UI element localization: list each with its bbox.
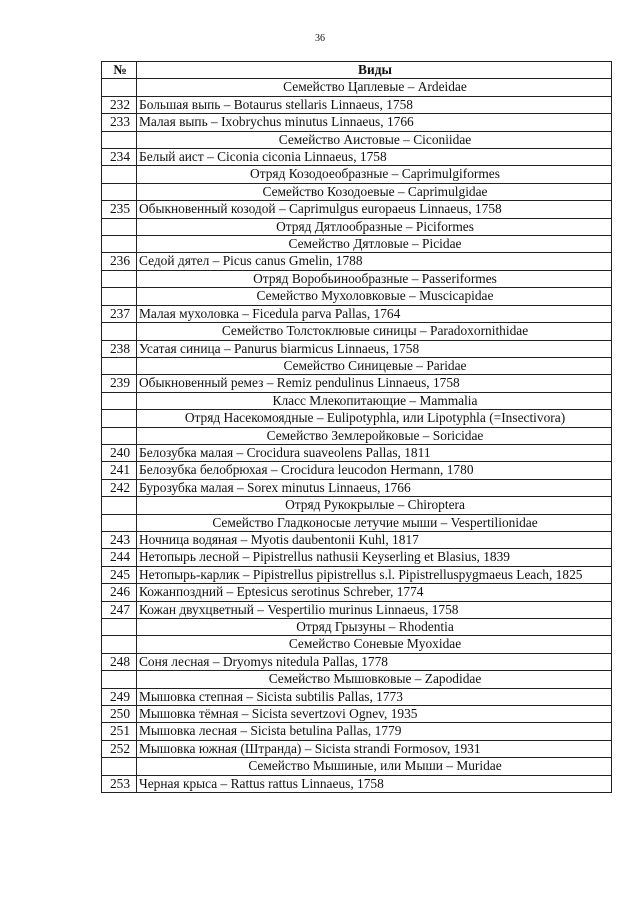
taxon-group-name: Отряд Насекомоядные – Eulipotyphla, или Lipotyphla (=Insectivora) — [137, 410, 612, 427]
row-number: 250 — [102, 706, 137, 723]
species-name: Белый аист – Ciconia ciconia Linnaeus, 1758 — [137, 149, 612, 166]
species-row — [102, 375, 612, 392]
species-name: Соня лесная – Dryomys nitedula Pallas, 1778 — [137, 653, 612, 670]
row-number: 243 — [102, 531, 137, 548]
row-number — [102, 410, 137, 427]
taxon-group-row — [102, 671, 612, 688]
species-row — [102, 253, 612, 270]
taxon-group-name: Семейство Козодоевые – Caprimulgidae — [137, 183, 612, 200]
species-row — [102, 305, 612, 322]
species-name: Кожан двухцветный – Vespertilio murinus Linnaeus, 1758 — [137, 601, 612, 618]
taxon-group-row — [102, 427, 612, 444]
species-name: Белозубка белобрюхая – Crocidura leucodon Hermann, 1780 — [137, 462, 612, 479]
row-number: 251 — [102, 723, 137, 740]
taxon-group-name: Семейство Дятловые – Picidae — [137, 236, 612, 253]
species-row — [102, 479, 612, 496]
row-number: 246 — [102, 584, 137, 601]
row-number — [102, 323, 137, 340]
taxon-group-name: Семейство Землеройковые – Soricidae — [137, 427, 612, 444]
species-row — [102, 96, 612, 113]
row-number — [102, 514, 137, 531]
row-number — [102, 270, 137, 287]
row-number — [102, 427, 137, 444]
row-number: 235 — [102, 201, 137, 218]
species-row — [102, 723, 612, 740]
row-number: 242 — [102, 479, 137, 496]
header-number: № — [102, 62, 137, 79]
taxon-group-name: Отряд Дятлообразные – Piciformes — [137, 218, 612, 235]
row-number: 236 — [102, 253, 137, 270]
taxon-group-name: Отряд Грызуны – Rhodentia — [137, 619, 612, 636]
row-number — [102, 79, 137, 96]
taxon-group-row — [102, 218, 612, 235]
row-number: 232 — [102, 96, 137, 113]
species-name: Обыкновенный ремез – Remiz pendulinus Linnaeus, 1758 — [137, 375, 612, 392]
species-row — [102, 114, 612, 131]
row-number: 249 — [102, 688, 137, 705]
taxon-group-row — [102, 236, 612, 253]
taxon-group-row — [102, 392, 612, 409]
row-number: 252 — [102, 740, 137, 757]
taxon-group-row — [102, 79, 612, 96]
species-name: Малая мухоловка – Ficedula parva Pallas, 1764 — [137, 305, 612, 322]
row-number — [102, 636, 137, 653]
species-row — [102, 201, 612, 218]
species-name: Черная крыса – Rattus rattus Linnaeus, 1758 — [137, 775, 612, 792]
row-number — [102, 671, 137, 688]
taxon-group-name: Семейство Цаплевые – Ardeidae — [137, 79, 612, 96]
species-name: Нетопырь-карлик – Pipistrellus pipistrellus s.l. Pipistrelluspygmaeus Leach, 1825 — [137, 566, 612, 583]
species-row — [102, 653, 612, 670]
row-number — [102, 183, 137, 200]
species-name: Большая выпь – Botaurus stellaris Linnaeus, 1758 — [137, 96, 612, 113]
species-table — [101, 61, 612, 793]
row-number: 241 — [102, 462, 137, 479]
species-row — [102, 531, 612, 548]
species-row — [102, 706, 612, 723]
species-row — [102, 549, 612, 566]
taxon-group-name: Отряд Воробьинообразные – Passeriformes — [137, 270, 612, 287]
species-name: Мышовка тёмная – Sicista severtzovi Ognev, 1935 — [137, 706, 612, 723]
taxon-group-row — [102, 183, 612, 200]
species-name: Ночница водяная – Myotis daubentonii Kuhl, 1817 — [137, 531, 612, 548]
taxon-group-name: Семейство Соневые Myoxidae — [137, 636, 612, 653]
row-number: 245 — [102, 566, 137, 583]
taxon-group-row — [102, 270, 612, 287]
species-name: Кожанпоздний – Eptesicus serotinus Schreber, 1774 — [137, 584, 612, 601]
taxon-group-row — [102, 497, 612, 514]
row-number: 244 — [102, 549, 137, 566]
row-number — [102, 236, 137, 253]
taxon-group-row — [102, 323, 612, 340]
species-row — [102, 462, 612, 479]
row-number: 234 — [102, 149, 137, 166]
row-number: 248 — [102, 653, 137, 670]
taxon-group-name: Семейство Мышиные, или Мыши – Muridae — [137, 758, 612, 775]
taxon-group-name: Класс Млекопитающие – Mammalia — [137, 392, 612, 409]
species-name: Малая выпь – Ixobrychus minutus Linnaeus, 1766 — [137, 114, 612, 131]
page-number: 36 — [315, 33, 325, 44]
row-number: 253 — [102, 775, 137, 792]
row-number — [102, 218, 137, 235]
row-number — [102, 758, 137, 775]
taxon-group-name: Семейство Толстоклювые синицы – Paradoxornithidae — [137, 323, 612, 340]
row-number — [102, 288, 137, 305]
taxon-group-row — [102, 636, 612, 653]
row-number — [102, 619, 137, 636]
row-number — [102, 131, 137, 148]
taxon-group-name: Семейство Мухоловковые – Muscicapidae — [137, 288, 612, 305]
species-row — [102, 688, 612, 705]
taxon-group-name: Семейство Гладконосые летучие мыши – Vespertilionidae — [137, 514, 612, 531]
species-row — [102, 566, 612, 583]
row-number — [102, 357, 137, 374]
species-name: Обыкновенный козодой – Caprimulgus europaeus Linnaeus, 1758 — [137, 201, 612, 218]
row-number — [102, 392, 137, 409]
species-row — [102, 740, 612, 757]
taxon-group-row — [102, 619, 612, 636]
taxon-group-row — [102, 131, 612, 148]
row-number — [102, 166, 137, 183]
taxon-group-name: Семейство Мышовковые – Zapodidae — [137, 671, 612, 688]
row-number: 237 — [102, 305, 137, 322]
taxon-group-name: Отряд Козодоеобразные – Caprimulgiformes — [137, 166, 612, 183]
species-name: Бурозубка малая – Sorex minutus Linnaeus, 1766 — [137, 479, 612, 496]
species-name: Седой дятел – Picus canus Gmelin, 1788 — [137, 253, 612, 270]
species-row — [102, 444, 612, 461]
species-name: Мышовка степная – Sicista subtilis Pallas, 1773 — [137, 688, 612, 705]
row-number: 247 — [102, 601, 137, 618]
taxon-group-row — [102, 166, 612, 183]
species-name: Нетопырь лесной – Pipistrellus nathusii Keyserling et Blasius, 1839 — [137, 549, 612, 566]
species-name: Мышовка южная (Штранда) – Sicista strandi Formosov, 1931 — [137, 740, 612, 757]
row-number: 233 — [102, 114, 137, 131]
row-number: 238 — [102, 340, 137, 357]
row-number: 240 — [102, 444, 137, 461]
taxon-group-name: Семейство Аистовые – Ciconiidae — [137, 131, 612, 148]
taxon-group-name: Отряд Рукокрылые – Chiroptera — [137, 497, 612, 514]
taxon-group-row — [102, 357, 612, 374]
table-body — [102, 79, 612, 793]
row-number — [102, 497, 137, 514]
species-row — [102, 601, 612, 618]
species-name: Мышовка лесная – Sicista betulina Pallas, 1779 — [137, 723, 612, 740]
taxon-group-row — [102, 514, 612, 531]
taxon-group-row — [102, 410, 612, 427]
species-row — [102, 584, 612, 601]
taxon-group-name: Семейство Синицевые – Paridae — [137, 357, 612, 374]
row-number: 239 — [102, 375, 137, 392]
species-row — [102, 340, 612, 357]
taxon-group-row — [102, 758, 612, 775]
table-header-row — [102, 62, 612, 79]
species-row — [102, 149, 612, 166]
species-name: Усатая синица – Panurus biarmicus Linnaeus, 1758 — [137, 340, 612, 357]
species-row — [102, 775, 612, 792]
species-name: Белозубка малая – Crocidura suaveolens Pallas, 1811 — [137, 444, 612, 461]
header-species: Виды — [137, 62, 612, 79]
taxon-group-row — [102, 288, 612, 305]
